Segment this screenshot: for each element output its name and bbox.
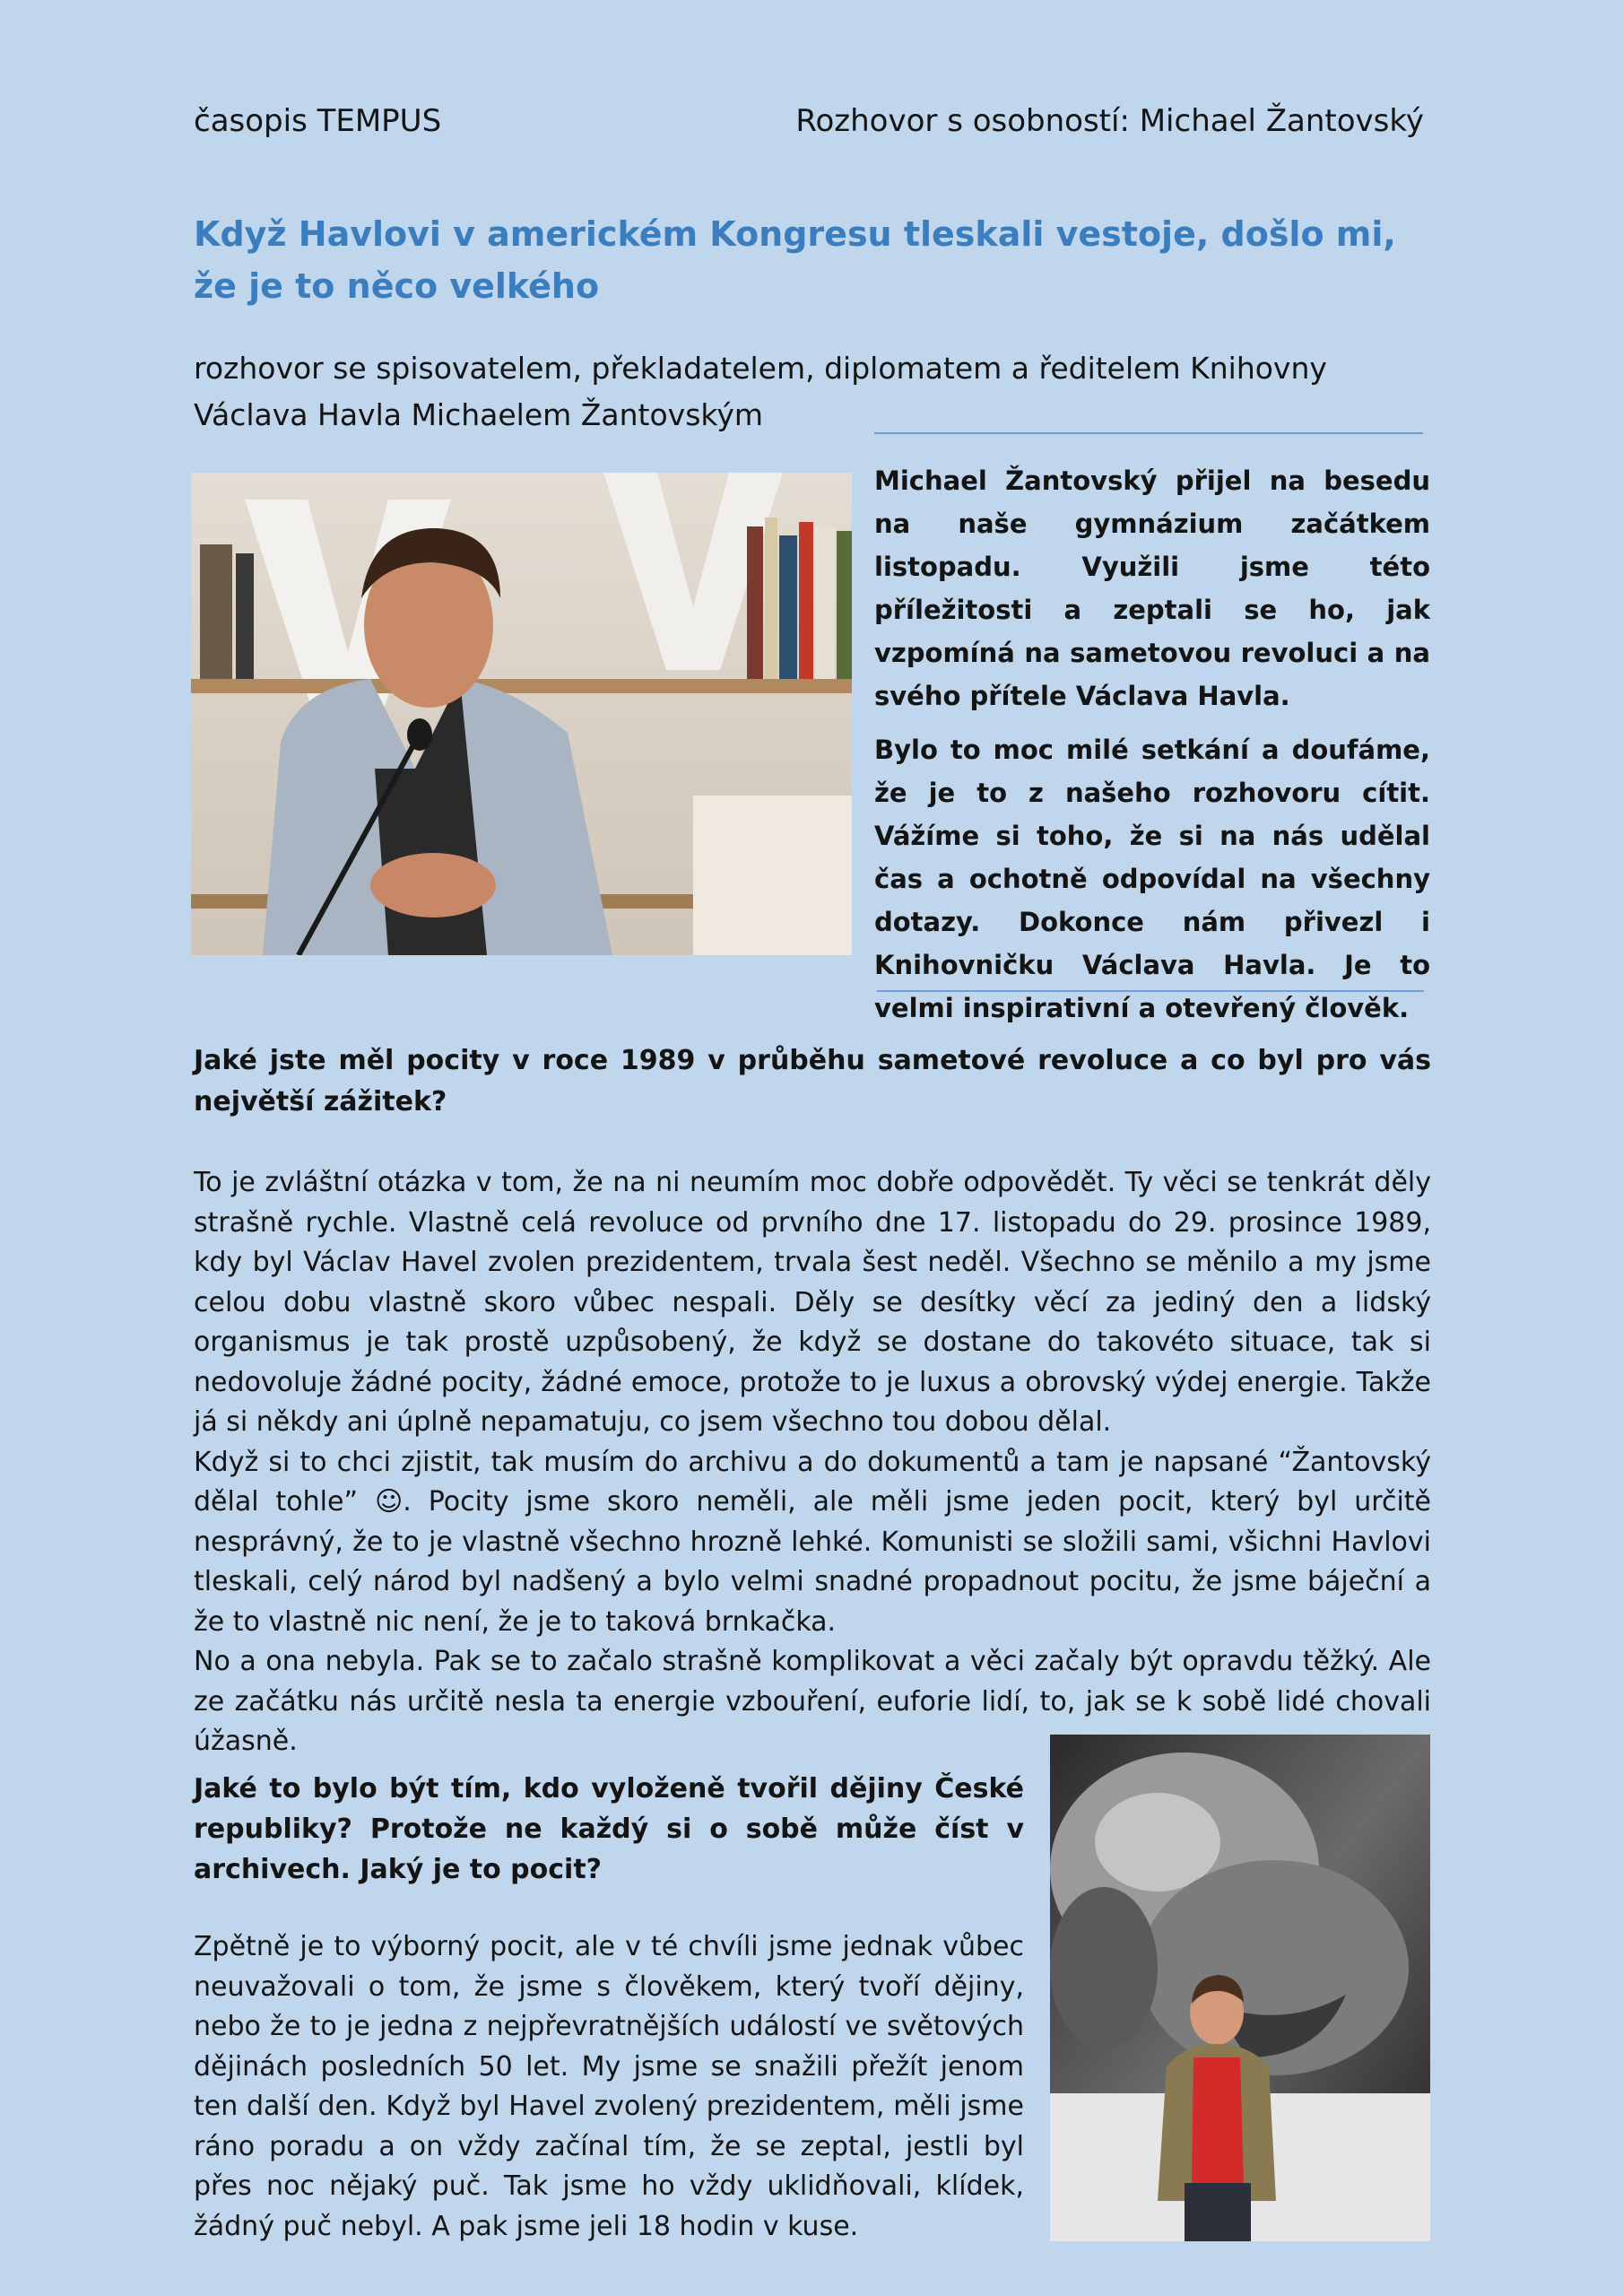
answer-paragraph: No a ona nebyla. Pak se to začalo strašně komplikovat a věci začaly být opravdu těžký. Ale ze začátku nás určitě nesla ta energie vzbouření, euforie lidí, to, jak se k sobě lidé chovali úžasně. <box>194 1646 1431 1757</box>
intro-paragraph: Michael Žantovský přijel na besedu na naše gymnázium začátkem listopadu. Využili jsme této příležitosti a zeptali se ho, jak vzpomíná na sametovou revoluci a na svého přítele Václava Havla. <box>874 465 1430 711</box>
magazine-name: časopis TEMPUS <box>194 103 442 139</box>
havel-portrait-photo <box>1050 1735 1430 2241</box>
question-1: Jaké jste měl pocity v roce 1989 v průběhu sametové revoluce a co byl pro vás největší zážitek? <box>194 1045 1431 1118</box>
answer-1 <box>194 1163 1431 1762</box>
article-title: Když Havlovi v americkém Kongresu tleskali vestoje, došlo mi, že je to něco velkého <box>194 214 1396 306</box>
divider-top <box>874 432 1423 434</box>
article-subtitle: rozhovor se spisovatelem, překladatelem, diplomatem a ředitelem Knihovny Václava Havla Michaelem Žantovským <box>194 351 1327 432</box>
interview-photo <box>191 473 852 955</box>
answer-2: Zpětně je to výborný pocit, ale v té chvíli jsme jednak vůbec neuvažovali o tom, že jsme s člověkem, který tvoří dějiny, nebo že to je jedna z nejpřevratnějších událostí ve světových dějinách posledních 50 let. My jsme se snažili přežít jenom ten další den. Když byl Havel zvolený prezidentem, měli jsme ráno poradu a on vždy začínal tím, že se zeptal, jestli byl přes noc nějaký puč. Tak jsme ho vždy uklidňovali, klídek, žádný puč nebyl. A pak jsme jeli 18 hodin v kuse. <box>194 1931 1024 2242</box>
answer-paragraph: Když si to chci zjistit, tak musím do archivu a do dokumentů a tam je napsané “Žantovský dělal tohle” ☺. Pocity jsme skoro neměli, ale měli jsme jeden pocit, který byl určitě nesprávný, že to je vlastně všechno hrozně lehké. Komunisti se složili sami, všichni Havlovi tleskali, celý národ byl nadšený a bylo velmi snadné propadnout pocitu, že jsme báječní a že to vlastně nic není, že je to taková brnkačka. <box>194 1446 1431 1638</box>
answer-paragraph: To je zvláštní otázka v tom, že na ni neumím moc dobře odpovědět. Ty věci se tenkrát děly strašně rychle. Vlastně celá revoluce od prvního dne 17. listopadu do 29. prosince 1989, kdy byl Václav Havel zvolen prezidentem, trvala šest neděl. Všechno se měnilo a my jsme celou dobu vlastně skoro vůbec nespali. Děly se desítky věcí za jediný den a lidský organismus je tak prostě uzpůsobený, že když se dostane do takovéto situace, tak si nedovoluje žádné pocity, žádné emoce, protože to je luxus a obrovský výdej energie. Takže já si někdy ani úplně nepamatuju, co jsem všechno tou dobou dělal. <box>194 1167 1431 1438</box>
intro-text <box>874 459 1430 1040</box>
intro-paragraph: Bylo to moc milé setkání a doufáme, že je to z našeho rozhovoru cítit. Vážíme si toho, že si na nás udělal čas a ochotně odpovídal na všechny dotazy. Dokonce nám přivezl i Knihovničku Václava Havla. Je to velmi inspirativní a otevřený člověk. <box>874 735 1430 1023</box>
divider-bottom <box>877 990 1424 992</box>
question-2: Jaké to bylo být tím, kdo vyloženě tvořil dějiny České republiky? Protože ne každý si o sobě může číst v archivech. Jaký je to pocit? <box>194 1773 1024 1885</box>
section-title: Rozhovor s osobností: Michael Žantovský <box>795 103 1424 139</box>
